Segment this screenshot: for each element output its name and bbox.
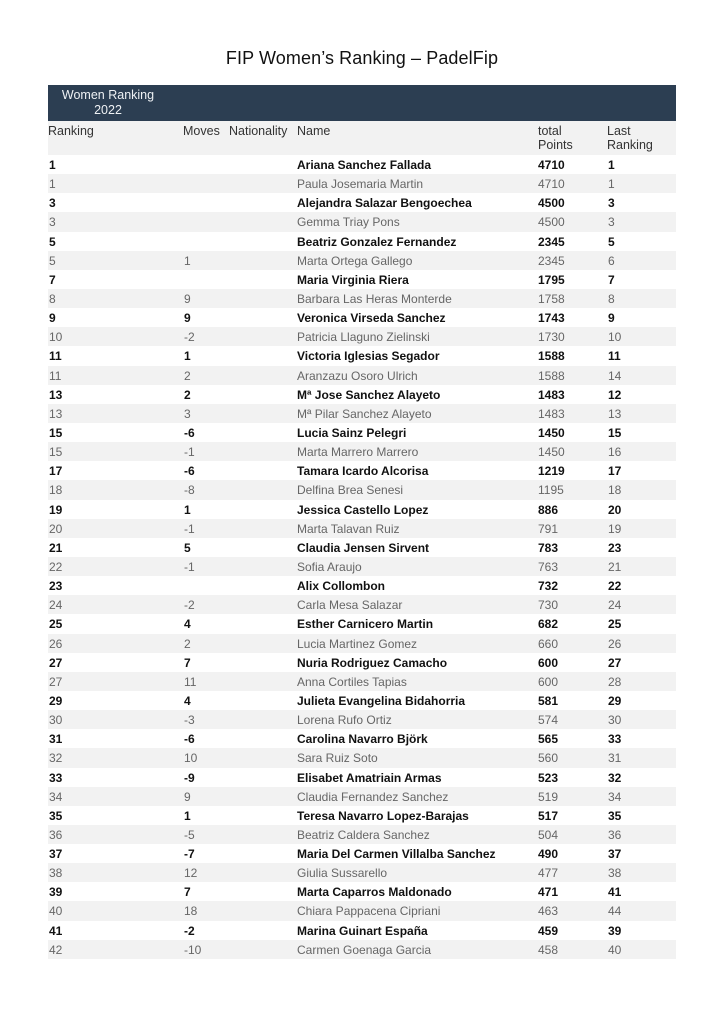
cell-ranking: 27 bbox=[49, 655, 63, 670]
cell-moves: 4 bbox=[184, 693, 191, 708]
cell-name: Jessica Castello Lopez bbox=[297, 502, 429, 517]
cell-name: Maria Del Carmen Villalba Sanchez bbox=[297, 847, 496, 862]
cell-name: Paula Josemaria Martin bbox=[297, 177, 424, 192]
cell-name: Julieta Evangelina Bidahorria bbox=[297, 693, 466, 708]
cell-moves: 1 bbox=[184, 502, 191, 517]
cell-last-ranking: 6 bbox=[608, 253, 615, 268]
cell-last-ranking: 34 bbox=[608, 789, 622, 804]
cell-last-ranking: 35 bbox=[608, 808, 622, 823]
cell-name: Victoria Iglesias Segador bbox=[297, 349, 440, 364]
cell-last-ranking: 39 bbox=[608, 923, 622, 938]
cell-points: 1219 bbox=[538, 464, 565, 479]
cell-moves: 18 bbox=[184, 904, 198, 919]
table-row bbox=[48, 672, 676, 691]
column-header-points-line1: total bbox=[538, 124, 562, 138]
cell-last-ranking: 3 bbox=[608, 215, 615, 230]
cell-ranking: 13 bbox=[49, 387, 63, 402]
cell-moves: 4 bbox=[184, 617, 191, 632]
cell-name: Delfina Brea Senesi bbox=[297, 483, 404, 498]
cell-name: Lorena Rufo Ortiz bbox=[297, 713, 392, 728]
table-row bbox=[48, 308, 676, 327]
cell-points: 523 bbox=[538, 770, 559, 785]
table-row bbox=[48, 614, 676, 633]
column-header-points-line2: Points bbox=[538, 138, 573, 152]
cell-moves: -9 bbox=[184, 770, 195, 785]
cell-name: Elisabet Amatriain Armas bbox=[297, 770, 442, 785]
cell-name: Marta Talavan Ruiz bbox=[297, 521, 400, 536]
cell-ranking: 17 bbox=[49, 464, 63, 479]
cell-last-ranking: 14 bbox=[608, 368, 622, 383]
cell-name: Tamara Icardo Alcorisa bbox=[297, 464, 429, 479]
table-row bbox=[48, 729, 676, 748]
cell-ranking: 15 bbox=[49, 445, 63, 460]
cell-ranking: 32 bbox=[49, 751, 63, 766]
table-row bbox=[48, 480, 676, 499]
cell-moves: -1 bbox=[184, 559, 195, 574]
cell-name: Chiara Pappacena Cipriani bbox=[297, 904, 441, 919]
cell-moves: 10 bbox=[184, 751, 198, 766]
cell-points: 2345 bbox=[538, 234, 565, 249]
table-row bbox=[48, 901, 676, 920]
table-row bbox=[48, 193, 676, 212]
cell-name: Sofia Araujo bbox=[297, 559, 362, 574]
column-header-last-ranking bbox=[607, 124, 653, 152]
cell-last-ranking: 27 bbox=[608, 655, 622, 670]
cell-moves: 1 bbox=[184, 808, 191, 823]
cell-ranking: 9 bbox=[49, 311, 56, 326]
cell-moves: 3 bbox=[184, 406, 191, 421]
cell-points: 458 bbox=[538, 942, 559, 957]
cell-points: 574 bbox=[538, 713, 559, 728]
cell-last-ranking: 16 bbox=[608, 445, 622, 460]
cell-moves: -8 bbox=[184, 483, 195, 498]
cell-ranking: 8 bbox=[49, 291, 56, 306]
table-row bbox=[48, 748, 676, 767]
table-row bbox=[48, 557, 676, 576]
cell-ranking: 21 bbox=[49, 540, 63, 555]
cell-points: 517 bbox=[538, 808, 559, 823]
cell-last-ranking: 9 bbox=[608, 311, 615, 326]
cell-ranking: 39 bbox=[49, 885, 63, 900]
cell-moves: -6 bbox=[184, 732, 195, 747]
cell-ranking: 33 bbox=[49, 770, 63, 785]
cell-ranking: 25 bbox=[49, 617, 63, 632]
cell-name: Barbara Las Heras Monterde bbox=[297, 291, 452, 306]
cell-name: Marta Caparros Maldonado bbox=[297, 885, 452, 900]
cell-last-ranking: 1 bbox=[608, 177, 615, 192]
table-row bbox=[48, 404, 676, 423]
cell-ranking: 24 bbox=[49, 598, 63, 613]
cell-points: 660 bbox=[538, 636, 559, 651]
cell-moves: 9 bbox=[184, 311, 191, 326]
cell-ranking: 18 bbox=[49, 483, 63, 498]
cell-moves: -1 bbox=[184, 445, 195, 460]
cell-moves: -1 bbox=[184, 521, 195, 536]
banner-label bbox=[58, 88, 158, 118]
table-row bbox=[48, 232, 676, 251]
cell-name: Alix Collombon bbox=[297, 579, 385, 594]
column-header-ranking: Ranking bbox=[48, 124, 94, 138]
cell-last-ranking: 20 bbox=[608, 502, 622, 517]
table-row bbox=[48, 385, 676, 404]
cell-name: Aranzazu Osoro Ulrich bbox=[297, 368, 418, 383]
cell-last-ranking: 3 bbox=[608, 196, 615, 211]
table-row bbox=[48, 634, 676, 653]
cell-points: 732 bbox=[538, 579, 559, 594]
cell-ranking: 37 bbox=[49, 847, 63, 862]
column-header-moves: Moves bbox=[183, 124, 220, 138]
cell-ranking: 1 bbox=[49, 177, 56, 192]
cell-ranking: 23 bbox=[49, 579, 63, 594]
cell-points: 1195 bbox=[538, 483, 564, 498]
column-header-name: Name bbox=[297, 124, 331, 138]
cell-name: Claudia Jensen Sirvent bbox=[297, 540, 430, 555]
cell-points: 1483 bbox=[538, 406, 565, 421]
cell-ranking: 29 bbox=[49, 693, 63, 708]
cell-points: 682 bbox=[538, 617, 559, 632]
cell-points: 463 bbox=[538, 904, 559, 919]
table-row bbox=[48, 174, 676, 193]
cell-name: Mª Jose Sanchez Alayeto bbox=[297, 387, 441, 402]
cell-points: 600 bbox=[538, 655, 559, 670]
table-row bbox=[48, 423, 676, 442]
cell-ranking: 3 bbox=[49, 215, 56, 230]
cell-last-ranking: 44 bbox=[608, 904, 622, 919]
cell-last-ranking: 29 bbox=[608, 693, 622, 708]
cell-last-ranking: 26 bbox=[608, 636, 622, 651]
cell-points: 763 bbox=[538, 559, 559, 574]
cell-name: Carmen Goenaga Garcia bbox=[297, 942, 432, 957]
cell-name: Beatriz Gonzalez Fernandez bbox=[297, 234, 457, 249]
cell-points: 1743 bbox=[538, 311, 565, 326]
cell-last-ranking: 10 bbox=[608, 330, 622, 345]
cell-last-ranking: 11 bbox=[608, 349, 621, 364]
cell-name: Marta Ortega Gallego bbox=[297, 253, 413, 268]
table-row bbox=[48, 519, 676, 538]
cell-name: Nuria Rodriguez Camacho bbox=[297, 655, 448, 670]
table-row bbox=[48, 787, 676, 806]
cell-last-ranking: 13 bbox=[608, 406, 622, 421]
cell-moves: 2 bbox=[184, 636, 191, 651]
column-header-last-line2: Ranking bbox=[607, 138, 653, 152]
cell-name: Mª Pilar Sanchez Alayeto bbox=[297, 406, 432, 421]
table-row bbox=[48, 538, 676, 557]
table-row bbox=[48, 844, 676, 863]
cell-points: 1758 bbox=[538, 291, 565, 306]
cell-points: 4500 bbox=[538, 215, 565, 230]
cell-points: 459 bbox=[538, 923, 559, 938]
cell-points: 581 bbox=[538, 693, 559, 708]
cell-last-ranking: 1 bbox=[608, 158, 615, 172]
table-row bbox=[48, 576, 676, 595]
cell-points: 490 bbox=[538, 847, 559, 862]
cell-moves: 9 bbox=[184, 789, 191, 804]
cell-moves: 7 bbox=[184, 885, 191, 900]
cell-points: 4500 bbox=[538, 196, 565, 211]
cell-last-ranking: 8 bbox=[608, 291, 615, 306]
cell-last-ranking: 25 bbox=[608, 617, 622, 632]
cell-last-ranking: 7 bbox=[608, 272, 615, 287]
table-row bbox=[48, 155, 676, 174]
cell-moves: 7 bbox=[184, 655, 191, 670]
table-row bbox=[48, 921, 676, 940]
cell-points: 471 bbox=[538, 885, 559, 900]
cell-ranking: 38 bbox=[49, 866, 63, 881]
banner-label-line1: Women Ranking bbox=[61, 88, 155, 102]
cell-last-ranking: 28 bbox=[608, 674, 622, 689]
cell-name: Teresa Navarro Lopez-Barajas bbox=[297, 808, 469, 823]
cell-name: Gemma Triay Pons bbox=[297, 215, 400, 230]
table-row bbox=[48, 710, 676, 729]
cell-last-ranking: 19 bbox=[608, 521, 622, 536]
cell-ranking: 40 bbox=[49, 904, 63, 919]
cell-moves: -6 bbox=[184, 425, 195, 440]
cell-last-ranking: 31 bbox=[608, 751, 622, 766]
cell-name: Alejandra Salazar Bengoechea bbox=[297, 196, 472, 211]
cell-moves: 2 bbox=[184, 368, 191, 383]
cell-points: 4710 bbox=[538, 158, 565, 172]
cell-name: Lucia Martinez Gomez bbox=[297, 636, 418, 651]
cell-name: Marina Guinart España bbox=[297, 923, 428, 938]
cell-moves: 9 bbox=[184, 291, 191, 306]
cell-ranking: 35 bbox=[49, 808, 63, 823]
cell-ranking: 34 bbox=[49, 789, 63, 804]
cell-ranking: 3 bbox=[49, 196, 56, 211]
table-row bbox=[48, 825, 676, 844]
table-row bbox=[48, 863, 676, 882]
cell-last-ranking: 22 bbox=[608, 579, 622, 594]
cell-moves: -3 bbox=[184, 713, 195, 728]
table-row bbox=[48, 653, 676, 672]
cell-points: 1588 bbox=[538, 368, 565, 383]
banner-label-line2: 2022 bbox=[94, 103, 122, 117]
cell-last-ranking: 18 bbox=[608, 483, 622, 498]
cell-moves: -7 bbox=[184, 847, 195, 862]
cell-ranking: 7 bbox=[49, 272, 56, 287]
cell-name: Anna Cortiles Tapias bbox=[297, 674, 407, 689]
table-row bbox=[48, 212, 676, 231]
cell-name: Sara Ruiz Soto bbox=[297, 751, 378, 766]
cell-moves: 2 bbox=[184, 387, 191, 402]
cell-moves: -2 bbox=[184, 330, 195, 345]
cell-ranking: 11 bbox=[49, 349, 62, 364]
cell-name: Giulia Sussarello bbox=[297, 866, 388, 881]
cell-name: Patricia Llaguno Zielinski bbox=[297, 330, 430, 345]
table-row bbox=[48, 461, 676, 480]
cell-ranking: 41 bbox=[49, 923, 63, 938]
table-row bbox=[48, 806, 676, 825]
cell-last-ranking: 33 bbox=[608, 732, 622, 747]
cell-name: Carla Mesa Salazar bbox=[297, 598, 403, 613]
cell-last-ranking: 15 bbox=[608, 425, 622, 440]
cell-moves: 1 bbox=[184, 253, 191, 268]
cell-ranking: 13 bbox=[49, 406, 63, 421]
column-header-nationality: Nationality bbox=[229, 124, 288, 138]
cell-points: 1483 bbox=[538, 387, 565, 402]
cell-last-ranking: 24 bbox=[608, 598, 622, 613]
cell-moves: 12 bbox=[184, 866, 198, 881]
table-row bbox=[48, 768, 676, 787]
cell-ranking: 30 bbox=[49, 713, 63, 728]
table-row bbox=[48, 500, 676, 519]
cell-ranking: 36 bbox=[49, 827, 63, 842]
cell-points: 477 bbox=[538, 866, 559, 881]
cell-last-ranking: 32 bbox=[608, 770, 622, 785]
cell-name: Marta Marrero Marrero bbox=[297, 445, 419, 460]
cell-points: 4710 bbox=[538, 177, 565, 192]
cell-moves: -6 bbox=[184, 464, 195, 479]
column-header-points bbox=[538, 124, 573, 152]
table-row bbox=[48, 691, 676, 710]
table-row bbox=[48, 270, 676, 289]
cell-points: 565 bbox=[538, 732, 559, 747]
cell-ranking: 19 bbox=[49, 502, 63, 517]
page-title: FIP Women’s Ranking – PadelFip bbox=[225, 48, 499, 68]
cell-ranking: 11 bbox=[49, 368, 62, 383]
cell-points: 519 bbox=[538, 789, 559, 804]
cell-ranking: 22 bbox=[49, 559, 63, 574]
cell-ranking: 10 bbox=[49, 330, 63, 345]
cell-points: 1730 bbox=[538, 330, 565, 345]
cell-last-ranking: 40 bbox=[608, 942, 622, 957]
cell-points: 560 bbox=[538, 751, 559, 766]
cell-moves: 5 bbox=[184, 540, 191, 555]
cell-last-ranking: 30 bbox=[608, 713, 622, 728]
cell-ranking: 20 bbox=[49, 521, 63, 536]
cell-last-ranking: 21 bbox=[608, 559, 622, 574]
cell-points: 600 bbox=[538, 674, 559, 689]
cell-last-ranking: 38 bbox=[608, 866, 622, 881]
table-row bbox=[48, 327, 676, 346]
cell-name: Veronica Virseda Sanchez bbox=[297, 311, 446, 326]
cell-last-ranking: 41 bbox=[608, 885, 622, 900]
cell-moves: 1 bbox=[184, 349, 191, 364]
cell-ranking: 27 bbox=[49, 674, 63, 689]
cell-ranking: 26 bbox=[49, 636, 63, 651]
table-banner bbox=[48, 85, 676, 121]
table-row bbox=[48, 366, 676, 385]
table-row bbox=[48, 289, 676, 308]
cell-points: 730 bbox=[538, 598, 559, 613]
cell-moves: -10 bbox=[184, 942, 202, 957]
table-row bbox=[48, 346, 676, 365]
cell-name: Esther Carnicero Martin bbox=[297, 617, 434, 632]
table-row bbox=[48, 882, 676, 901]
column-header-last-line1: Last bbox=[607, 124, 631, 138]
cell-last-ranking: 37 bbox=[608, 847, 622, 862]
cell-last-ranking: 12 bbox=[608, 387, 622, 402]
cell-moves: -5 bbox=[184, 827, 195, 842]
column-header-row bbox=[48, 121, 676, 155]
cell-ranking: 5 bbox=[49, 253, 56, 268]
cell-points: 1450 bbox=[538, 445, 565, 460]
table-row bbox=[48, 251, 676, 270]
cell-name: Ariana Sanchez Fallada bbox=[297, 158, 432, 172]
cell-last-ranking: 5 bbox=[608, 234, 615, 249]
cell-ranking: 15 bbox=[49, 425, 63, 440]
cell-last-ranking: 17 bbox=[608, 464, 622, 479]
cell-points: 504 bbox=[538, 827, 559, 842]
cell-moves: 11 bbox=[184, 674, 197, 689]
table-row bbox=[48, 442, 676, 461]
cell-ranking: 42 bbox=[49, 942, 63, 957]
table-row bbox=[48, 940, 676, 959]
cell-points: 1450 bbox=[538, 425, 565, 440]
cell-points: 791 bbox=[538, 521, 559, 536]
cell-name: Beatriz Caldera Sanchez bbox=[297, 827, 430, 842]
cell-moves: -2 bbox=[184, 923, 195, 938]
cell-last-ranking: 23 bbox=[608, 540, 622, 555]
cell-name: Claudia Fernandez Sanchez bbox=[297, 789, 449, 804]
cell-last-ranking: 36 bbox=[608, 827, 622, 842]
cell-points: 886 bbox=[538, 502, 559, 517]
cell-ranking: 31 bbox=[49, 732, 63, 747]
cell-ranking: 5 bbox=[49, 234, 56, 249]
cell-points: 1588 bbox=[538, 349, 565, 364]
cell-moves: -2 bbox=[184, 598, 195, 613]
table-row bbox=[48, 595, 676, 614]
cell-points: 1795 bbox=[538, 272, 565, 287]
ranking-table-body bbox=[48, 155, 676, 959]
cell-ranking: 1 bbox=[49, 158, 56, 172]
cell-name: Carolina Navarro Björk bbox=[297, 732, 428, 747]
cell-name: Maria Virginia Riera bbox=[297, 272, 409, 287]
cell-points: 2345 bbox=[538, 253, 565, 268]
cell-name: Lucia Sainz Pelegri bbox=[297, 425, 407, 440]
cell-points: 783 bbox=[538, 540, 559, 555]
